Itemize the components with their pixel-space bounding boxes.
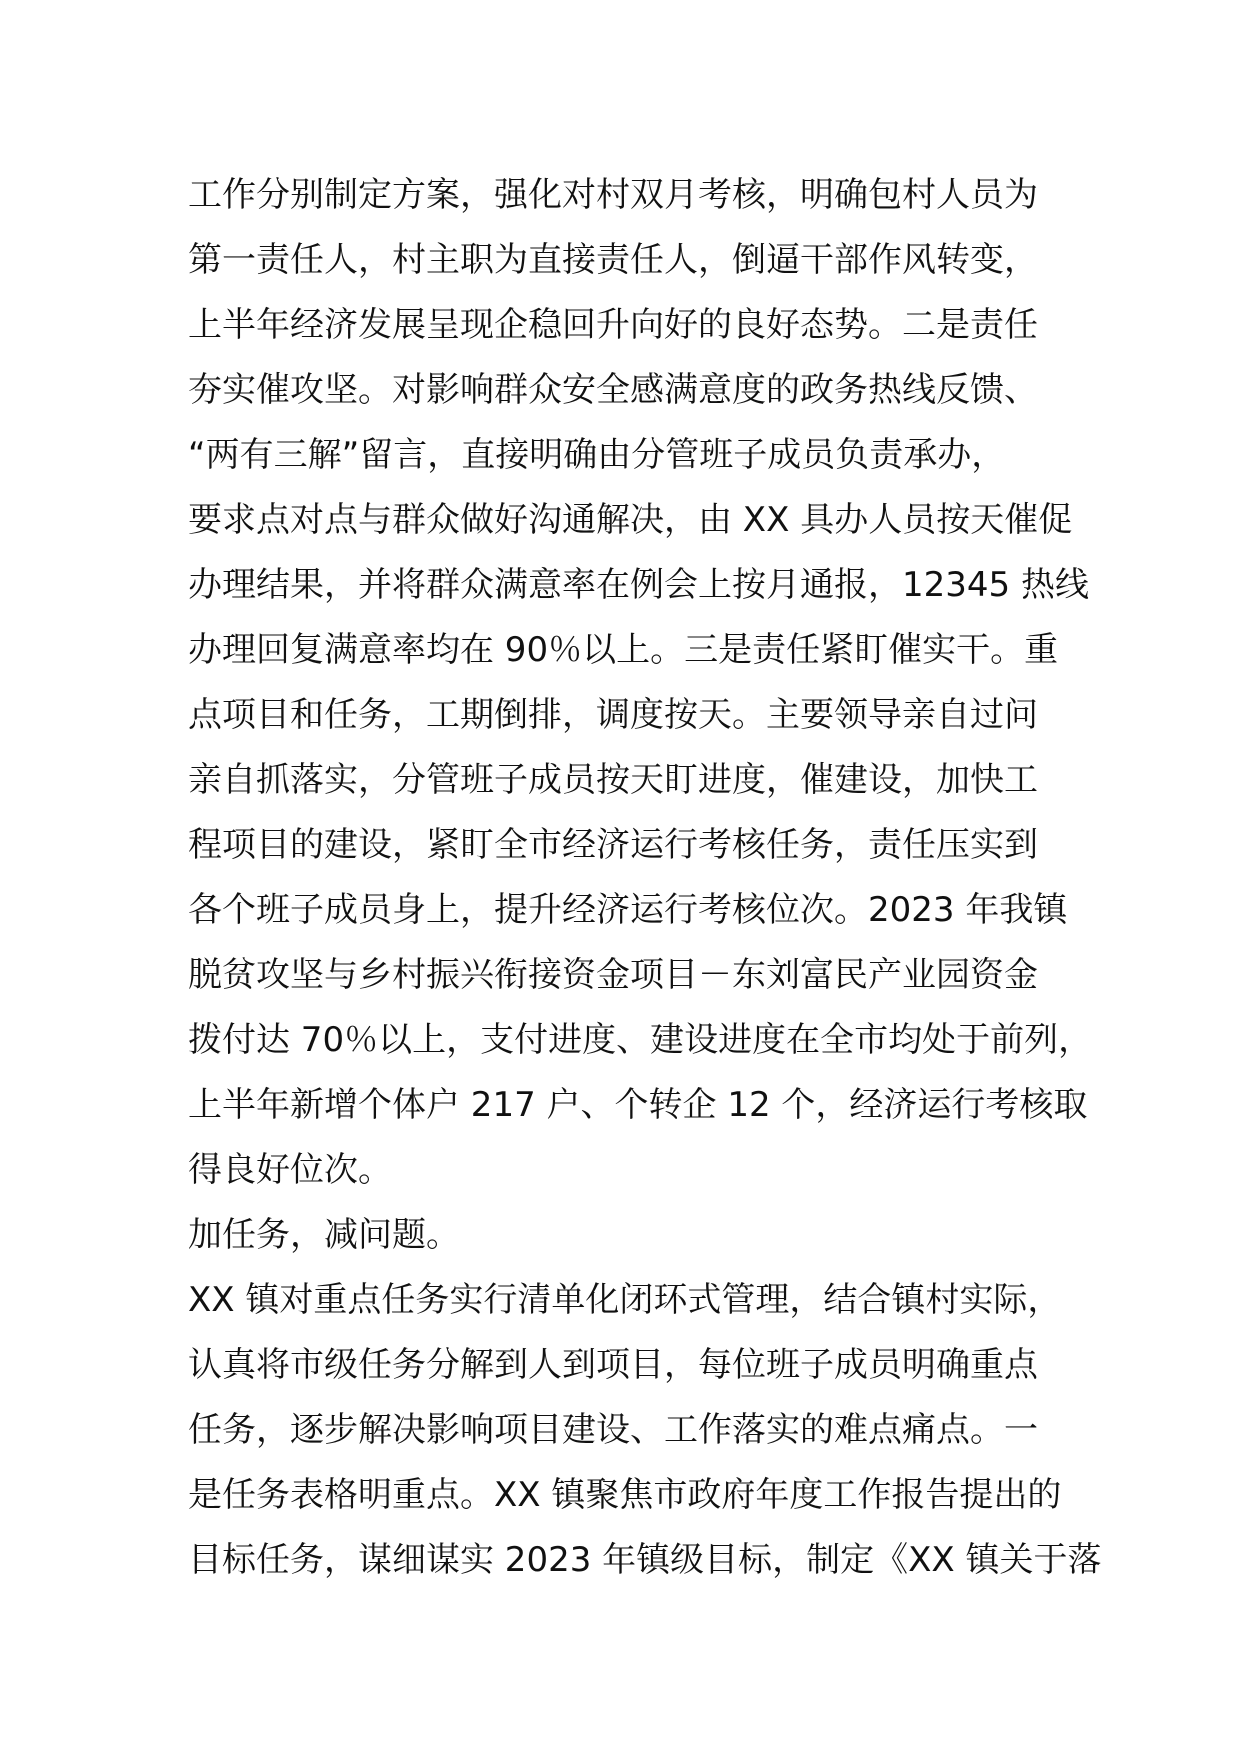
section-heading: 加任务，减问题。 xyxy=(188,1215,460,1255)
text-line: 要求点对点与群众做好沟通解决，由 XX 具办人员按天催促 xyxy=(188,500,1073,540)
text-line: 上半年经济发展呈现企稳回升向好的良好态势。二是责任 xyxy=(188,305,1038,345)
text-line: 目标任务，谋细谋实 2023 年镇级目标，制定《XX 镇关于落 xyxy=(188,1540,1102,1580)
text-line: 点项目和任务，工期倒排，调度按天。主要领导亲自过问 xyxy=(188,695,1038,735)
text-line: 上半年新增个体户 217 户、个转企 12 个，经济运行考核取 xyxy=(188,1085,1088,1125)
text-line: 拨付达 70％以上，支付进度、建设进度在全市均处于前列， xyxy=(188,1020,1093,1060)
text-line: 各个班子成员身上，提升经济运行考核位次。2023 年我镇 xyxy=(188,890,1068,930)
body-text xyxy=(188,163,1102,1593)
text-line: 办理回复满意率均在 90％以上。三是责任紧盯催实干。重 xyxy=(188,630,1059,670)
text-line: 第一责任人，村主职为直接责任人，倒逼干部作风转变， xyxy=(188,240,1038,280)
text-line: 办理结果，并将群众满意率在例会上按月通报，12345 热线 xyxy=(188,565,1089,605)
text-line: 是任务表格明重点。XX 镇聚焦市政府年度工作报告提出的 xyxy=(188,1475,1062,1515)
text-line: 夯实催攻坚。对影响群众安全感满意度的政务热线反馈、 xyxy=(188,370,1038,410)
text-line: 认真将市级任务分解到人到项目，每位班子成员明确重点 xyxy=(188,1345,1038,1385)
text-line: 得良好位次。 xyxy=(188,1150,392,1190)
text-line: “两有三解”留言，直接明确由分管班子成员负责承办， xyxy=(188,435,1006,475)
text-line: XX 镇对重点任务实行清单化闭环式管理，结合镇村实际， xyxy=(188,1280,1062,1320)
text-line: 亲自抓落实，分管班子成员按天盯进度，催建设，加快工 xyxy=(188,760,1038,800)
text-line: 程项目的建设，紧盯全市经济运行考核任务，责任压实到 xyxy=(188,825,1038,865)
text-line: 任务，逐步解决影响项目建设、工作落实的难点痛点。一 xyxy=(188,1410,1038,1450)
text-line: 工作分别制定方案，强化对村双月考核，明确包村人员为 xyxy=(188,175,1038,215)
text-line: 脱贫攻坚与乡村振兴衔接资金项目－东刘富民产业园资金 xyxy=(188,955,1038,995)
